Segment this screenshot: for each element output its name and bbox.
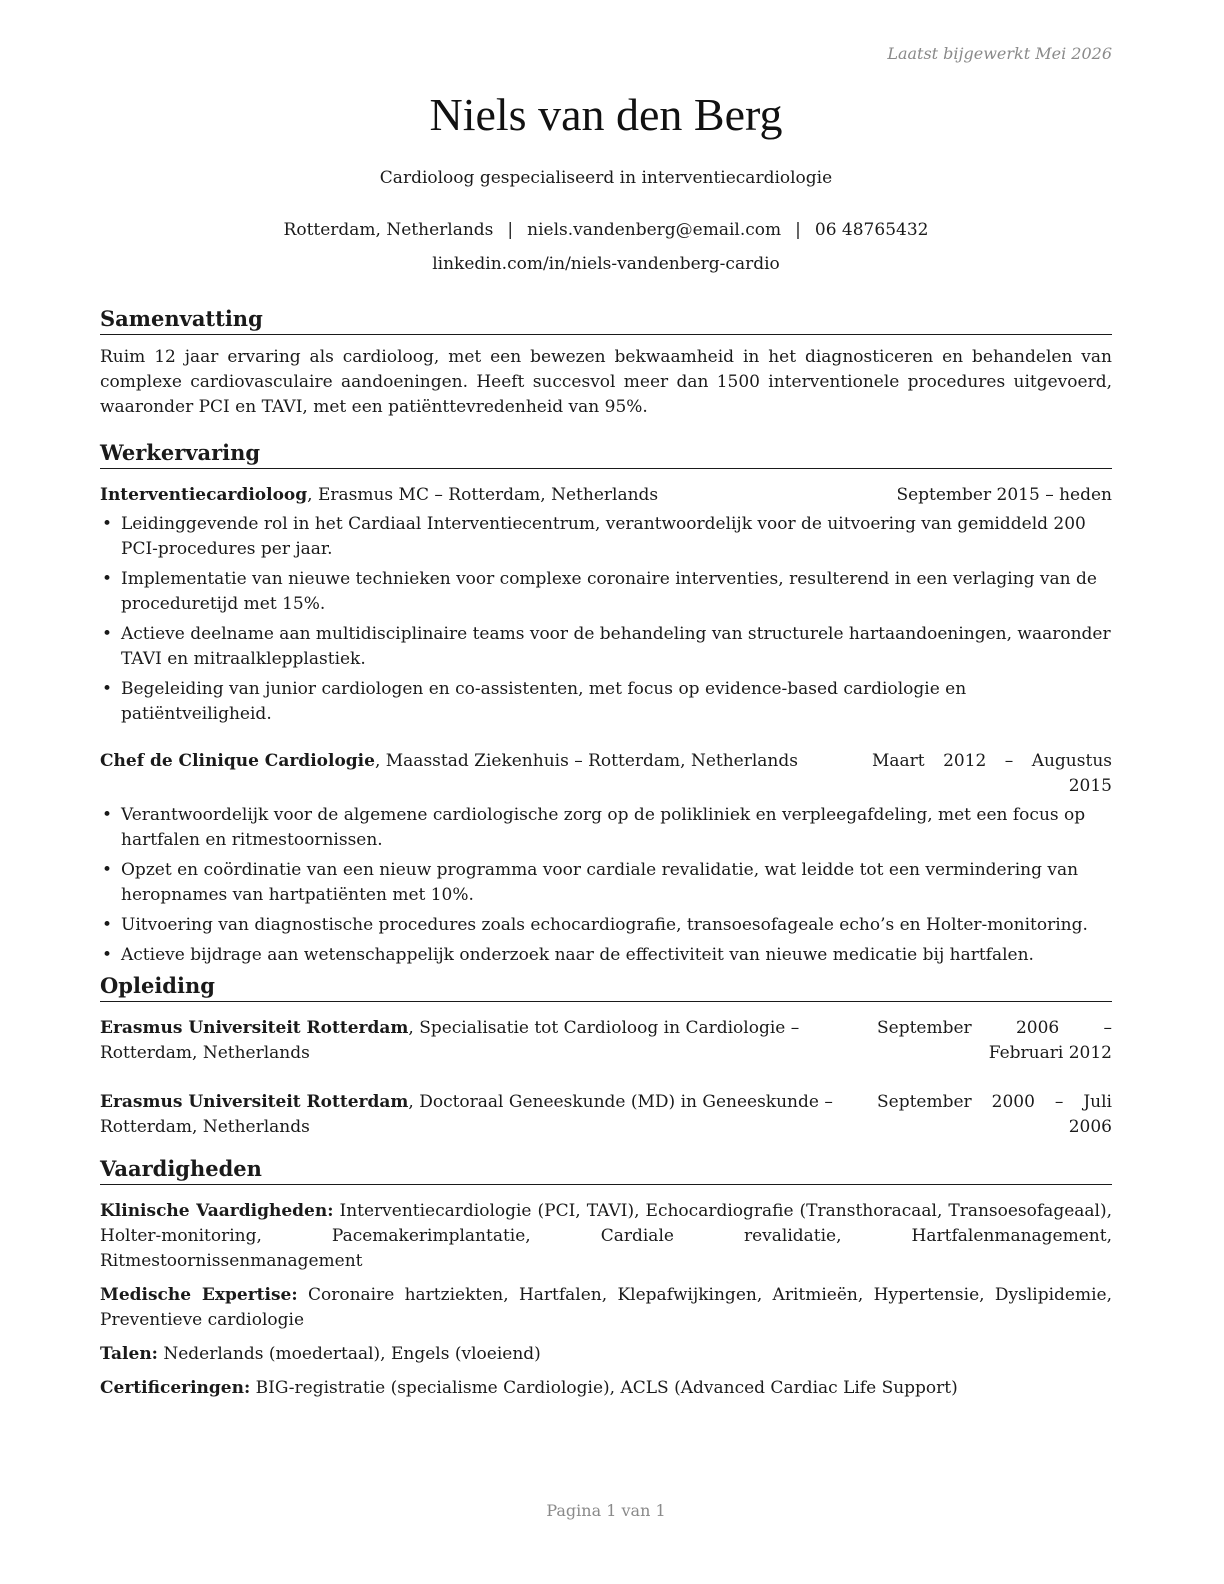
location: Rotterdam, Netherlands xyxy=(283,220,494,240)
list-item: • Verantwoordelijk voor de algemene cardiologische zorg op de polikliniek en verpleegafdeling, met een focus op hartfalen en ritmestoornissen. xyxy=(100,803,1112,853)
skill-value: Interventiecardiologie (PCI, TAVI), Echocardiografie (Transthoracaal, Transoesofageaal), Holter-monitoring, Pacemakerimplantatie, Cardiale revalidatie, Hartfalenmanagement, Ritmestoornissenmanagement xyxy=(100,1201,1112,1271)
job-role: Chef de Clinique Cardiologie xyxy=(100,751,375,771)
list-item: • Actieve bijdrage aan wetenschappelijk onderzoek naar de effectiviteit van nieuwe medicatie bij hartfalen. xyxy=(100,943,1112,968)
skill-row xyxy=(100,1199,1112,1274)
skill-value: Coronaire hartziekten, Hartfalen, Klepafwijkingen, Aritmieën, Hypertensie, Dyslipidemie, Preventieve cardiologie xyxy=(100,1285,1112,1330)
education-dates: September 2000 – Juli 2006 xyxy=(877,1092,1112,1137)
contact-line xyxy=(100,220,1112,240)
resume-page xyxy=(100,0,1112,1584)
degree-detail: , Doctoraal Geneeskunde (MD) in Geneeskunde – Rotterdam, Netherlands xyxy=(100,1092,833,1137)
skill-label: Medische Expertise: xyxy=(100,1285,298,1305)
section-title: Vaardigheden xyxy=(100,1155,1112,1185)
education-dates: September 2006 – Februari 2012 xyxy=(877,1018,1112,1063)
tagline: Cardioloog gespecialiseerd in interventiecardiologie xyxy=(379,168,833,188)
phone: 06 48765432 xyxy=(814,220,929,240)
list-item: • Actieve deelname aan multidisciplinaire teams voor de behandeling van structurele hartaandoeningen, waaronder TAVI en mitraalklepplastiek. xyxy=(100,622,1112,672)
job-dates: September 2015 – heden xyxy=(896,485,1112,505)
separator: | xyxy=(507,220,514,240)
job-dates: Maart 2012 – Augustus 2015 xyxy=(872,751,1112,796)
skill-row xyxy=(100,1342,1112,1367)
list-item: • Uitvoering van diagnostische procedures zoals echocardiografie, transoesofageale echo’s en Holter-monitoring. xyxy=(100,913,1112,938)
skill-value: BIG-registratie (specialisme Cardiologie), ACLS (Advanced Cardiac Life Support) xyxy=(250,1378,958,1398)
job-place: , Maasstad Ziekenhuis – Rotterdam, Netherlands xyxy=(374,751,798,771)
education-entry xyxy=(100,1016,1112,1066)
last-updated: Laatst bijgewerkt Mei 2026 xyxy=(887,44,1112,63)
skills-section xyxy=(100,1155,1112,1410)
job-entry xyxy=(100,749,1112,968)
job-entry xyxy=(100,483,1112,727)
summary-text: Ruim 12 jaar ervaring als cardioloog, met een bewezen bekwaamheid in het diagnosticeren en behandelen van complexe cardiovasculaire aandoeningen. Heeft succesvol meer dan 1500 interventionele procedures uitgevoerd, waaronder PCI en TAVI, met een patiënttevredenheid van 95%. xyxy=(100,347,1112,417)
page-number: Pagina 1 van 1 xyxy=(546,1501,666,1520)
list-item: • Implementatie van nieuwe technieken voor complexe coronaire interventies, resulterend in een verlaging van de proceduretijd met 15%. xyxy=(100,567,1112,617)
job-header xyxy=(100,483,1112,508)
list-item: • Begeleiding van junior cardiologen en co-assistenten, met focus op evidence-based cardiologie en patiëntveiligheid. xyxy=(100,677,1112,727)
skill-label: Talen: xyxy=(100,1344,158,1364)
separator: | xyxy=(795,220,801,240)
skill-row xyxy=(100,1283,1112,1333)
school-name: Erasmus Universiteit Rotterdam xyxy=(100,1092,409,1112)
education-section xyxy=(100,972,1112,1140)
skill-label: Certificeringen: xyxy=(100,1378,251,1398)
job-header xyxy=(100,749,1112,799)
section-title: Samenvatting xyxy=(100,305,1112,335)
job-bullets xyxy=(100,803,1112,968)
education-entry xyxy=(100,1090,1112,1140)
school-name: Erasmus Universiteit Rotterdam xyxy=(100,1018,409,1038)
list-item: • Opzet en coördinatie van een nieuw programma voor cardiale revalidatie, wat leidde tot een vermindering van heropnames van hartpatiënten met 10%. xyxy=(100,858,1112,908)
summary-section xyxy=(100,305,1112,420)
section-title: Opleiding xyxy=(100,972,1112,1002)
job-role: Interventiecardioloog xyxy=(100,485,308,505)
section-title: Werkervaring xyxy=(100,439,1112,469)
list-item: • Leidinggevende rol in het Cardiaal Interventiecentrum, verantwoordelijk voor de uitvoering van gemiddeld 200 PCI-procedures per jaar. xyxy=(100,512,1112,562)
job-place: , Erasmus MC – Rotterdam, Netherlands xyxy=(307,485,659,505)
degree-detail: , Specialisatie tot Cardioloog in Cardiologie – Rotterdam, Netherlands xyxy=(100,1018,800,1063)
skill-row xyxy=(100,1376,1112,1401)
experience-section xyxy=(100,439,1112,973)
linkedin-link[interactable]: linkedin.com/in/niels-vandenberg-cardio xyxy=(432,254,780,274)
email-link[interactable]: niels.vandenberg@email.com xyxy=(527,220,782,240)
job-bullets xyxy=(100,512,1112,727)
candidate-name: Niels van den Berg xyxy=(429,89,783,140)
skill-value: Nederlands (moedertaal), Engels (vloeiend) xyxy=(157,1344,541,1364)
skill-label: Klinische Vaardigheden: xyxy=(100,1201,334,1221)
